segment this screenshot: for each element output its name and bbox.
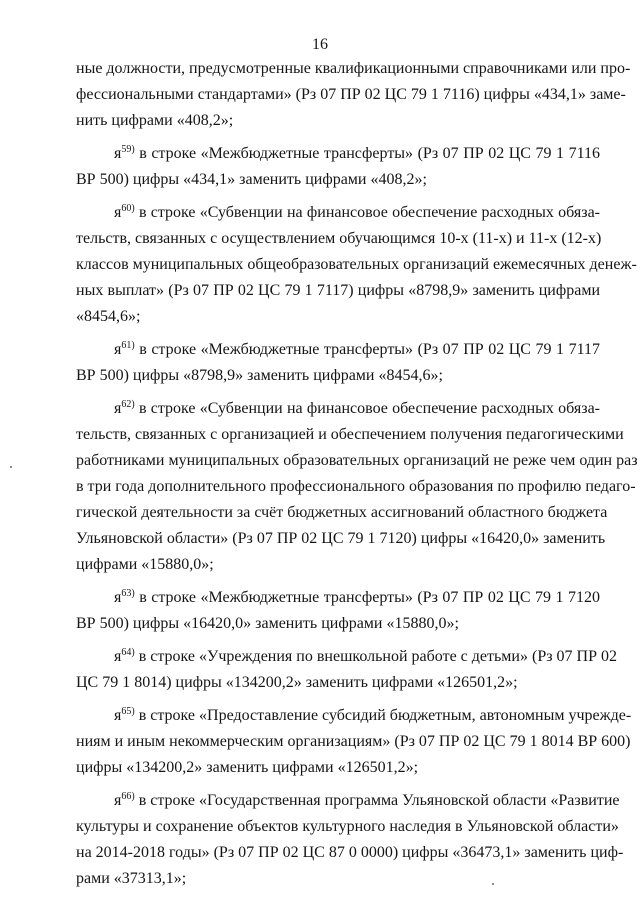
- line-text: в строке «Государственная программа Ульяновской области «Развитие: [134, 792, 620, 809]
- document-body: [76, 56, 638, 892]
- text-line: [76, 167, 600, 193]
- text-line: [76, 252, 637, 278]
- paragraph-gap: [76, 781, 600, 788]
- paragraph-gap: [76, 578, 600, 585]
- paragraph-gap: [76, 134, 600, 141]
- item-marker: я: [114, 145, 122, 162]
- text-line: [76, 226, 600, 252]
- paragraph-gap: [76, 637, 600, 644]
- paragraph-gap: [76, 389, 600, 396]
- paragraph-gap: [76, 193, 600, 200]
- line-text: в строке «Учреждения по внешкольной работе с детьми» (Рз 07 ПР 02: [134, 648, 617, 665]
- list-item-start-line: [76, 396, 600, 422]
- item-marker: я: [114, 341, 122, 358]
- list-item-start-line: [76, 788, 620, 814]
- page-number: 16: [312, 36, 328, 53]
- text-line: [76, 611, 600, 637]
- line-text: в три года дополнительного профессионального образования по профилю педаго-: [76, 478, 636, 495]
- text-line: [76, 670, 600, 696]
- list-item-start-line: [76, 337, 600, 363]
- text-line: [76, 729, 631, 755]
- item-number: 59): [121, 144, 135, 155]
- item-marker: я: [114, 792, 122, 809]
- line-text: ВР 500) цифры «8798,9» заменить цифрами «8454,6»;: [76, 367, 443, 384]
- line-text: в строке «Межбюджетные трансферты» (Рз 07 ПР 02 ЦС 79 1 7117: [134, 341, 600, 358]
- text-line: [76, 840, 624, 866]
- list-item-start-line: [76, 200, 600, 226]
- text-line: [76, 448, 638, 474]
- text-line: [76, 814, 619, 840]
- line-text: на 2014-2018 годы» (Рз 07 ПР 02 ЦС 87 0 0000) цифры «36473,1» заменить циф-: [76, 844, 624, 861]
- scan-speck: [492, 883, 494, 885]
- line-text: в строке «Межбюджетные трансферты» (Рз 07 ПР 02 ЦС 79 1 7120: [134, 589, 600, 606]
- text-line: [76, 755, 600, 781]
- line-text: ЦС 79 1 8014) цифры «134200,2» заменить цифрами «126501,2»;: [76, 674, 518, 691]
- text-line: [76, 422, 624, 448]
- line-text: в строке «Субвенции на финансовое обеспечение расходных обяза-: [134, 400, 600, 417]
- line-text: работниками муниципальных образовательных организаций не реже чем один раз: [76, 452, 638, 469]
- text-line: [76, 56, 631, 82]
- line-text: рами «37313,1»;: [76, 870, 187, 887]
- text-line: [76, 108, 600, 134]
- item-number: 64): [121, 647, 135, 658]
- line-text: нить цифрами «408,2»;: [76, 112, 234, 129]
- line-text: фессиональными стандартами» (Рз 07 ПР 02 ЦС 79 1 7116) цифры «434,1» заме-: [76, 86, 626, 103]
- line-text: гической деятельности за счёт бюджетных ассигнований областного бюджета: [76, 504, 608, 521]
- list-item-start-line: [76, 585, 600, 611]
- item-number: 60): [121, 203, 135, 214]
- text-line: [76, 278, 600, 304]
- text-line: [76, 474, 636, 500]
- item-marker: я: [114, 204, 122, 221]
- item-marker: я: [114, 589, 122, 606]
- line-text: ВР 500) цифры «16420,0» заменить цифрами «15880,0»;: [76, 615, 459, 632]
- item-number: 62): [121, 399, 135, 410]
- text-line: [76, 526, 606, 552]
- text-line: [76, 866, 600, 892]
- line-text: классов муниципальных общеобразовательных организаций ежемесячных денеж-: [76, 256, 637, 273]
- item-marker: я: [114, 400, 122, 417]
- text-line: [76, 82, 626, 108]
- line-text: в строке «Предоставление субсидий бюджетным, автономным учрежде-: [134, 707, 632, 724]
- paragraph-gap: [76, 696, 600, 703]
- item-marker: я: [114, 707, 122, 724]
- line-text: ниям и иным некоммерческим организациям» (Рз 07 ПР 02 ЦС 79 1 8014 ВР 600): [76, 733, 631, 750]
- line-text: ных выплат» (Рз 07 ПР 02 ЦС 79 1 7117) цифры «8798,9» заменить цифрами: [76, 282, 600, 299]
- line-text: в строке «Межбюджетные трансферты» (Рз 07 ПР 02 ЦС 79 1 7116: [134, 145, 600, 162]
- text-line: [76, 500, 608, 526]
- list-item-start-line: [76, 703, 632, 729]
- item-number: 66): [121, 791, 135, 802]
- line-text: тельств, связанных с осуществлением обучающимся 10-х (11-х) и 11-х (12-х): [76, 230, 602, 247]
- item-number: 65): [121, 706, 135, 717]
- text-line: [76, 304, 600, 330]
- line-text: тельств, связанных с организацией и обеспечением получения педагогическими: [76, 426, 624, 443]
- item-number: 63): [121, 588, 135, 599]
- line-text: ВР 500) цифры «434,1» заменить цифрами «408,2»;: [76, 171, 427, 188]
- list-item-start-line: [76, 141, 600, 167]
- item-number: 61): [121, 340, 135, 351]
- line-text: цифры «134200,2» заменить цифрами «126501,2»;: [76, 759, 419, 776]
- line-text: культуры и сохранение объектов культурного наследия в Ульяновской области»: [76, 818, 619, 835]
- line-text: в строке «Субвенции на финансовое обеспечение расходных обяза-: [134, 204, 600, 221]
- line-text: «8454,6»;: [76, 308, 141, 325]
- list-item-start-line: [76, 644, 617, 670]
- line-text: Ульяновской области» (Рз 07 ПР 02 ЦС 79 1 7120) цифры «16420,0» заменить: [76, 530, 606, 547]
- line-text: ные должности, предусмотренные квалификационными справочниками или про-: [76, 60, 631, 77]
- item-marker: я: [114, 648, 122, 665]
- paragraph-gap: [76, 330, 600, 337]
- text-line: [76, 552, 600, 578]
- line-text: цифрами «15880,0»;: [76, 556, 214, 573]
- text-line: [76, 363, 600, 389]
- scan-speck: [10, 466, 12, 468]
